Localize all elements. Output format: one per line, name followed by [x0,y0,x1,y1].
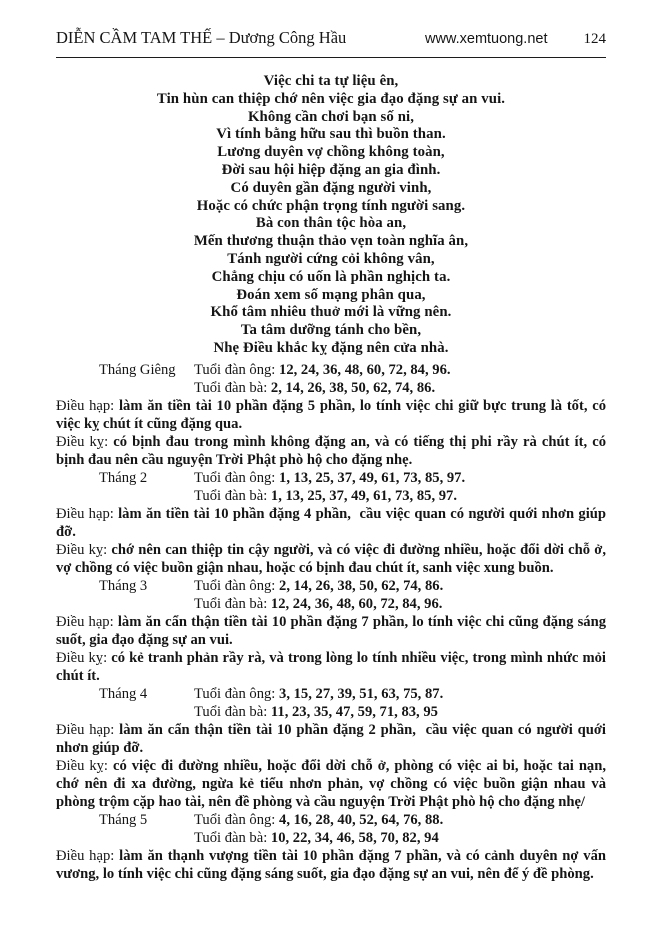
poem-line: Lương duyên vợ chồng không toàn, [217,144,445,161]
month-label: Tháng Giêng [99,361,176,378]
hap-label: Điều hạp: [56,721,115,738]
ky-paragraph [56,757,606,811]
women-ages-values: 2, 14, 26, 38, 50, 62, 74, 86. [270,379,436,396]
ky-paragraph [56,541,606,577]
hap-label: Điều hạp: [56,613,114,630]
website-url[interactable]: www.xemtuong.net [424,31,548,47]
men-ages-label: Tuổi đàn ông: [194,577,276,594]
poem-line: Hoặc có chức phận trọng tính người sang. [196,197,466,214]
women-ages-label: Tuổi đàn bà: [194,829,268,846]
poem-line: Tin hùn can thiệp chớ nên việc gia đạo đặng sự an vui. [156,90,506,107]
men-ages-values: 3, 15, 27, 39, 51, 63, 75, 87. [279,685,444,702]
month-section [56,685,606,811]
men-ages-values: 1, 13, 25, 37, 49, 61, 73, 85, 97. [279,469,466,486]
men-ages-values: 4, 16, 28, 40, 52, 64, 76, 88. [279,811,444,828]
women-ages-values: 11, 23, 35, 47, 59, 71, 83, 95 [270,703,438,720]
poem [56,73,606,358]
ky-label: Điều kỵ: [56,757,108,774]
hap-label: Điều hạp: [56,847,115,864]
month-row [56,361,606,379]
hap-text: làm ăn cẩn thận tiền tài 10 phần đặng 2 phần, cầu việc quan có người quới nhơn giúp đỡ. [56,721,606,756]
poem-line: Khổ tâm nhiêu thuở mới là vững nên. [210,304,452,321]
month-row [56,811,606,829]
hap-paragraph [56,613,606,649]
poem-line: Ta tâm dưỡng tánh cho bền, [240,322,422,339]
month-row [56,685,606,703]
ky-paragraph [56,649,606,685]
women-ages-row [56,487,606,505]
women-ages-values: 12, 24, 36, 48, 60, 72, 84, 96. [270,595,443,612]
hap-paragraph [56,397,606,433]
poem-line: Bà con thân tộc hòa an, [255,215,407,232]
men-ages-values: 12, 24, 36, 48, 60, 72, 84, 96. [279,361,451,378]
hap-paragraph [56,847,606,883]
poem-line: Chẳng chịu có uốn là phần nghịch ta. [211,268,451,285]
poem-line: Mến thương thuận thảo vẹn toàn nghĩa ân, [193,233,469,250]
page-number: 124 [583,31,606,47]
men-ages-values: 2, 14, 26, 38, 50, 62, 74, 86. [279,577,444,594]
women-ages-row [56,379,606,397]
hap-paragraph [56,505,606,541]
poem-line: Có duyên gần đặng người vinh, [230,179,432,196]
men-ages-label: Tuổi đàn ông: [194,361,276,378]
hap-text: làm ăn cẩn thận tiền tài 10 phần đặng 7 phần, lo tính việc chi cũng đặng sáng suốt, gia đạo đặng sự an vui. [56,613,606,648]
hap-label: Điều hạp: [56,397,115,414]
poem-line: Việc chi ta tự liệu ên, [263,73,399,89]
poem-line: Đời sau hội hiệp đặng an gia đình. [221,161,441,178]
ky-label: Điều kỵ: [56,541,108,558]
month-section [56,811,606,883]
women-ages-label: Tuổi đàn bà: [194,595,268,612]
ky-text: có việc đi đường nhiều, hoặc đổi dời chỗ ở, phòng có việc ai bi, hoặc tai nạn, chớ nên đi xa đường, ngừa kẻ tiểu nhơn phản, vợ chồng có việc buồn giận nhau và phòng trộm cặp hao tài, nên đề phòng và cầu nguyện Trời Phật phò hộ cho đặng nhẹ/ [56,757,606,810]
ky-text: có bịnh đau trong mình không đặng an, và có tiếng thị phi rầy rà chút ít, có bịnh đau nên cầu nguyện Trời Phật phò hộ cho đặng nhẹ. [56,433,606,468]
month-label: Tháng 5 [99,811,148,828]
poem-line: Nhẹ Điều khắc kỵ đặng nên cửa nhà. [213,339,449,356]
poem-line: Không cần chơi bạn số ni, [247,108,415,125]
month-section [56,361,606,469]
ky-paragraph [56,433,606,469]
hap-text: làm ăn thạnh vượng tiền tài 10 phần đặng 7 phần, và có cảnh duyên nợ vấn vương, lo tính việc chi cũng đặng sáng suốt, gia đạo đặng sự an vui, nên để ý đề phòng. [56,847,606,882]
ky-text: có kẻ tranh phản rầy rà, và trong lòng lo tính nhiều việc, trong mình nhức mỏi chút ít. [56,649,606,684]
women-ages-label: Tuổi đàn bà: [194,703,268,720]
ky-label: Điều kỵ: [56,433,109,450]
sections [56,361,606,883]
page-header [56,28,606,58]
month-label: Tháng 2 [99,469,148,486]
ky-text: chớ nên can thiệp tin cậy người, và có việc đi đường nhiều, hoặc đổi dời chỗ ở, vợ chồng có việc buồn giận nhau, hoặc có bịnh đau chút ít, sanh việc xung buồn. [56,541,606,576]
month-section [56,469,606,577]
poem-line: Đoán xem số mạng phân qua, [236,286,426,303]
hap-paragraph [56,721,606,757]
ky-label: Điều kỵ: [56,649,108,666]
hap-text: làm ăn tiền tài 10 phần đặng 4 phần, cầu việc quan có người quới nhơn giúp đỡ. [56,505,606,540]
poem-line: Vì tính bằng hữu sau thì buồn than. [216,126,446,143]
poem-line: Tánh người cứng cỏi không vân, [227,250,435,267]
men-ages-label: Tuổi đàn ông: [194,469,276,486]
women-ages-label: Tuổi đàn bà: [194,487,268,504]
women-ages-values: 1, 13, 25, 37, 49, 61, 73, 85, 97. [270,487,457,504]
month-row [56,577,606,595]
month-label: Tháng 4 [99,685,148,702]
men-ages-label: Tuổi đàn ông: [194,685,276,702]
men-ages-label: Tuổi đàn ông: [194,811,276,828]
hap-label: Điều hạp: [56,505,114,522]
women-ages-row [56,595,606,613]
book-title: DIỄN CẦM TAM THẾ – Dương Công Hầu [56,28,347,47]
women-ages-row [56,703,606,721]
month-section [56,577,606,685]
women-ages-label: Tuổi đàn bà: [194,379,268,396]
month-label: Tháng 3 [99,577,148,594]
women-ages-values: 10, 22, 34, 46, 58, 70, 82, 94 [270,829,439,846]
women-ages-row [56,829,606,847]
hap-text: làm ăn tiền tài 10 phần đặng 5 phần, lo tính việc chi giữ bực trung là tốt, có việc kỵ chút ít cũng đặng qua. [56,397,606,432]
month-row [56,469,606,487]
